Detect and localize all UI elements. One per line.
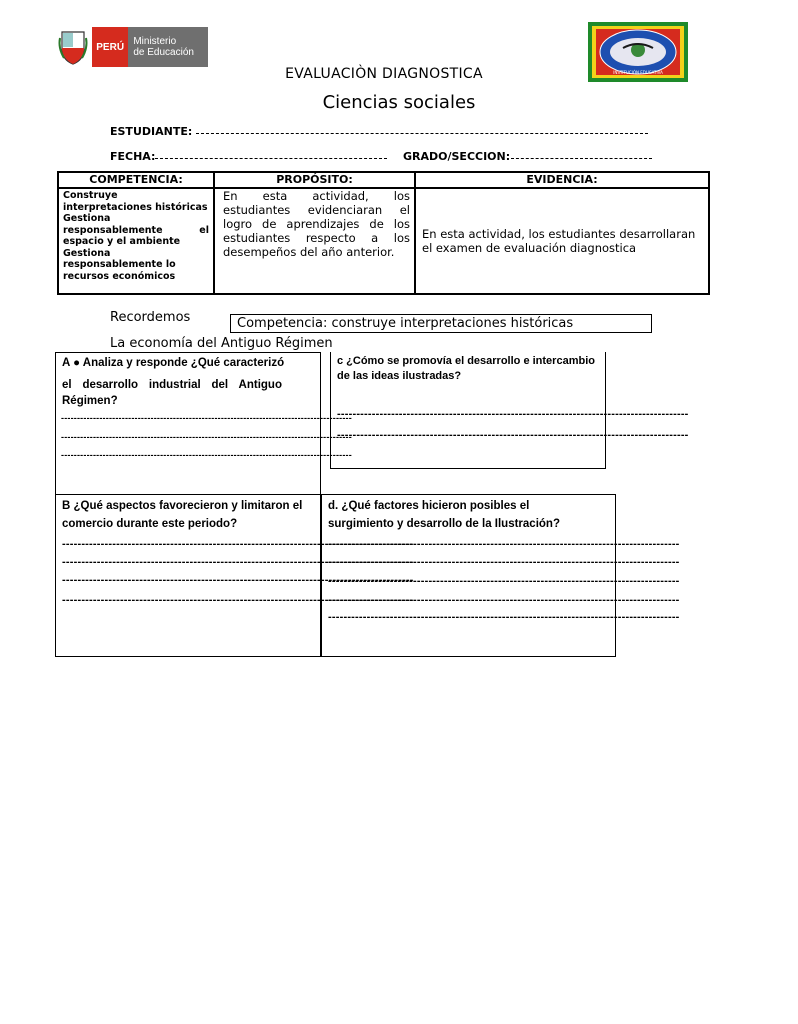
question-b-box [55,494,414,657]
competencia-box: Competencia: construye interpretaciones históricas [230,314,652,333]
answer-line[interactable]: ------------------------------------------------------------------------------------------- [61,432,352,442]
student-input-line[interactable] [196,133,648,134]
student-label: ESTUDIANTE: [110,125,193,138]
answer-line[interactable]: ------------------------------------------------------------------------------------------- [337,429,689,441]
question-a-box [55,352,352,495]
table-header-row [58,172,709,188]
table-row [58,188,709,294]
question-a-line1: A ● Analiza y responde ¿Qué caracterizó [62,357,285,369]
answer-line[interactable]: ------------------------------------------------------------------------------------------- [328,594,680,606]
date-label: FECHA: [110,150,156,163]
answer-line[interactable]: ------------------------------------------------------------------------------------------- [62,574,414,586]
answer-line[interactable]: ------------------------------------------------------------------------------------------- [61,450,352,460]
answer-line[interactable]: ------------------------------------------------------------------------------------------- [337,408,689,420]
answer-line[interactable]: ------------------------------------------------------------------------------------------- [62,556,414,568]
peru-coat-of-arms-icon [58,28,88,66]
peru-label: PERÚ [92,27,128,67]
question-c-text: c ¿Cómo se promovía el desarrollo e intercambio de las ideas ilustradas? [337,355,595,382]
header-competencia: COMPETENCIA: [58,172,214,188]
answer-line[interactable]: ------------------------------------------------------------------------------------------- [62,594,414,606]
question-a-line2: el desarrollo industrial del Antiguo Régimen? [62,379,282,407]
ministry-label: Ministerio de Educación [128,27,208,67]
answer-line[interactable]: ------------------------------------------------------------------------------------------- [328,538,680,550]
question-d-box [320,494,680,657]
header-proposito: PROPÓSITO: [214,172,415,188]
question-d-text: d. ¿Qué factores hicieron posibles el surgimiento y desarrollo de la Ilustración? [328,500,560,530]
answer-line[interactable]: ------------------------------------------------------------------------------------------- [328,575,680,587]
question-c-box [330,352,689,469]
svg-text:INSTITUCIÓN EDUCATIVA: INSTITUCIÓN EDUCATIVA [613,70,663,75]
grade-section-label: GRADO/SECCION: [403,150,511,163]
proposito-cell: En esta actividad, los estudiantes evidenciaran el logro de aprendizajes de los estudiantes respecto a los desempeños del año anterior. [214,188,415,294]
date-input-line[interactable] [155,158,387,159]
answer-line[interactable]: ------------------------------------------------------------------------------------------- [328,611,680,623]
competencias-cell: Construye interpretaciones históricas Gestiona responsablemente el espacio y el ambiente Gestiona responsablemente lo recursos económicos [58,188,214,294]
topic-heading: La economía del Antiguo Régimen [110,336,333,351]
question-b-text: B ¿Qué aspectos favorecieron y limitaron el comercio durante este periodo? [62,500,303,530]
header-evidencia: EVIDENCIA: [415,172,709,188]
competency-table [57,171,710,295]
ministerio-educacion-logo [58,26,208,68]
answer-line[interactable]: ------------------------------------------------------------------------------------------- [328,556,680,568]
answer-line[interactable]: ------------------------------------------------------------------------------------------- [61,413,352,423]
subject-title: Ciencias sociales [322,92,476,113]
evidencia-cell: En esta actividad, los estudiantes desarrollaran el examen de evaluación diagnostica [415,188,709,294]
answer-line[interactable]: ------------------------------------------------------------------------------------------- [62,538,414,550]
recordemos-label: Recordemos [110,310,191,325]
document-title: EVALUACIÒN DIAGNOSTICA [285,66,483,82]
grade-section-input-line[interactable] [511,158,652,159]
